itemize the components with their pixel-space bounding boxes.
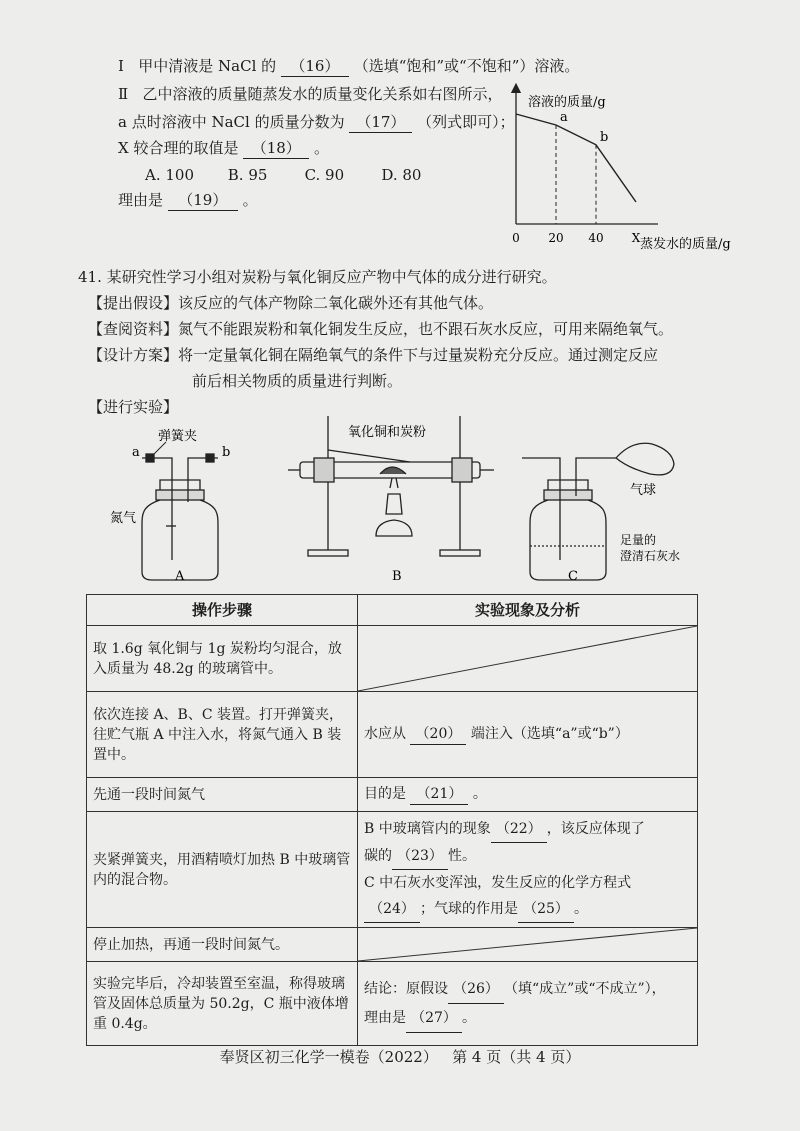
- x-tick-label: 20: [548, 231, 564, 245]
- blank-19[interactable]: （19）: [168, 190, 238, 211]
- q41-experiment: 【进行实验】: [88, 398, 179, 416]
- exam-title: 奉贤区初三化学一模卷（2022）: [219, 1048, 438, 1066]
- spring-clamp-label: 弹簧夹: [158, 429, 198, 444]
- y-axis-label: 溶液的质量/g: [528, 95, 606, 110]
- blank-26[interactable]: （26）: [448, 975, 504, 1004]
- caption-c: C: [568, 569, 578, 584]
- x-axis-label: 蒸发水的质量/g: [640, 237, 731, 252]
- analysis-cell: 目的是 （21） 。: [358, 778, 698, 812]
- blank-20[interactable]: （20）: [410, 724, 466, 745]
- step-cell: 实验完毕后，冷却装置至室温，称得玻璃管及固体总质量为 50.2g，C 瓶中液体增重 0.4g。: [87, 962, 358, 1046]
- question-number: 41.: [78, 268, 102, 286]
- limewater-label-1: 足量的: [620, 533, 657, 547]
- limewater-label-2: 澄清石灰水: [620, 549, 681, 563]
- table-header-row: [87, 595, 698, 626]
- crossed-cell: [358, 928, 698, 962]
- blank-21[interactable]: （21）: [410, 784, 468, 805]
- q41-design: 【设计方案】将一定量氧化铜在隔绝氧气的条件下与过量炭粉充分反应。通过测定反应: [88, 346, 659, 364]
- table-row: [87, 778, 698, 812]
- blank-22[interactable]: （22）: [491, 816, 547, 843]
- x-tick-label: 40: [588, 231, 604, 245]
- option-d[interactable]: D. 80: [381, 166, 422, 184]
- point-label: a: [560, 110, 568, 125]
- table-row: [87, 692, 698, 778]
- crossed-cell: [358, 626, 698, 692]
- apparatus-diagram: [80, 410, 720, 590]
- point-label: b: [600, 129, 609, 145]
- cuo-carbon-label: 氧化铜和炭粉: [348, 425, 427, 440]
- nitrogen-label: 氮气: [110, 511, 137, 526]
- apparatus-a: [142, 454, 218, 580]
- page-footer: [0, 1046, 800, 1067]
- experiment-table: [86, 594, 698, 1046]
- blank-18[interactable]: （18）: [243, 138, 309, 159]
- q40-part-ii: Ⅱ 乙中溶液的质量随蒸发水的质量变化关系如右图所示，: [118, 85, 503, 103]
- step-cell: 先通一段时间氮气: [87, 778, 358, 812]
- caption-a: A: [175, 569, 185, 584]
- q40-part-i: Ⅰ 甲中清液是 NaCl 的 （16） （选填“饱和”或“不饱和”）溶液。: [118, 57, 580, 75]
- series-line: [516, 114, 636, 202]
- table-row: [87, 626, 698, 692]
- table-row: [87, 962, 698, 1046]
- caption-b: B: [392, 569, 402, 584]
- part-ii-marker: Ⅱ: [118, 85, 129, 103]
- option-b[interactable]: B. 95: [227, 166, 268, 184]
- q40-options: [145, 165, 421, 185]
- header-steps: 操作步骤: [87, 595, 358, 626]
- blank-16[interactable]: （16）: [281, 56, 349, 77]
- q41-design-cont: 前后相关物质的质量进行判断。: [192, 372, 403, 390]
- x-tick-label: 0: [512, 231, 520, 245]
- blank-27[interactable]: （27）: [406, 1004, 462, 1033]
- port-a-label: a: [132, 445, 140, 460]
- page-number: 第 4 页（共 4 页）: [452, 1048, 581, 1066]
- analysis-cell: 水应从 （20） 端注入（选填“a”或“b”）: [358, 692, 698, 778]
- q40-x-value: X 较合理的取值是 （18） 。: [118, 139, 330, 157]
- step-cell: 夹紧弹簧夹，用酒精喷灯加热 B 中玻璃管内的混合物。: [87, 812, 358, 928]
- header-analysis: 实验现象及分析: [358, 595, 698, 626]
- blank-25[interactable]: （25）: [518, 896, 574, 923]
- port-b-label: b: [222, 445, 231, 460]
- table-row: [87, 812, 698, 928]
- part-i-marker: Ⅰ: [118, 57, 124, 75]
- blank-24[interactable]: （24）: [364, 896, 420, 923]
- q41-lookup: 【查阅资料】氮气不能跟炭粉和氧化铜发生反应，也不跟石灰水反应，可用来隔绝氧气。: [88, 320, 674, 338]
- q41-hypothesis: 【提出假设】该反应的气体产物除二氧化碳外还有其他气体。: [88, 294, 494, 312]
- option-a[interactable]: A. 100: [145, 166, 194, 184]
- q41-intro: 41. 某研究性学习小组对炭粉与氧化铜反应产物中气体的成分进行研究。: [78, 268, 557, 286]
- q40-a-point: a 点时溶液中 NaCl 的质量分数为 （17） （列式即可）；: [118, 113, 515, 131]
- blank-23[interactable]: （23）: [392, 843, 448, 870]
- option-c[interactable]: C. 90: [304, 166, 345, 184]
- blank-17[interactable]: （17）: [349, 112, 412, 133]
- q40-reason: 理由是 （19） 。: [118, 191, 258, 209]
- step-cell: 取 1.6g 氧化铜与 1g 炭粉均匀混合，放入质量为 48.2g 的玻璃管中。: [87, 626, 358, 692]
- step-cell: 依次连接 A、B、C 装置。打开弹簧夹，往贮气瓶 A 中注入水，将氮气通入 B 装置中。: [87, 692, 358, 778]
- table-row: [87, 928, 698, 962]
- analysis-cell: 结论：原假设 （26） （填“成立”或“不成立”）， 理由是 （27） 。: [358, 962, 698, 1046]
- step-cell: 停止加热，再通一段时间氮气。: [87, 928, 358, 962]
- analysis-cell: B 中玻璃管内的现象 （22） ，该反应体现了 碳的 （23） 性。 C 中石灰水变浑浊，发生反应的化学方程式 （24） ；气球的作用是 （25） 。: [358, 812, 698, 928]
- mass-line-chart: [490, 80, 760, 260]
- balloon-label: 气球: [630, 483, 657, 498]
- x-tick-label: X: [631, 231, 641, 245]
